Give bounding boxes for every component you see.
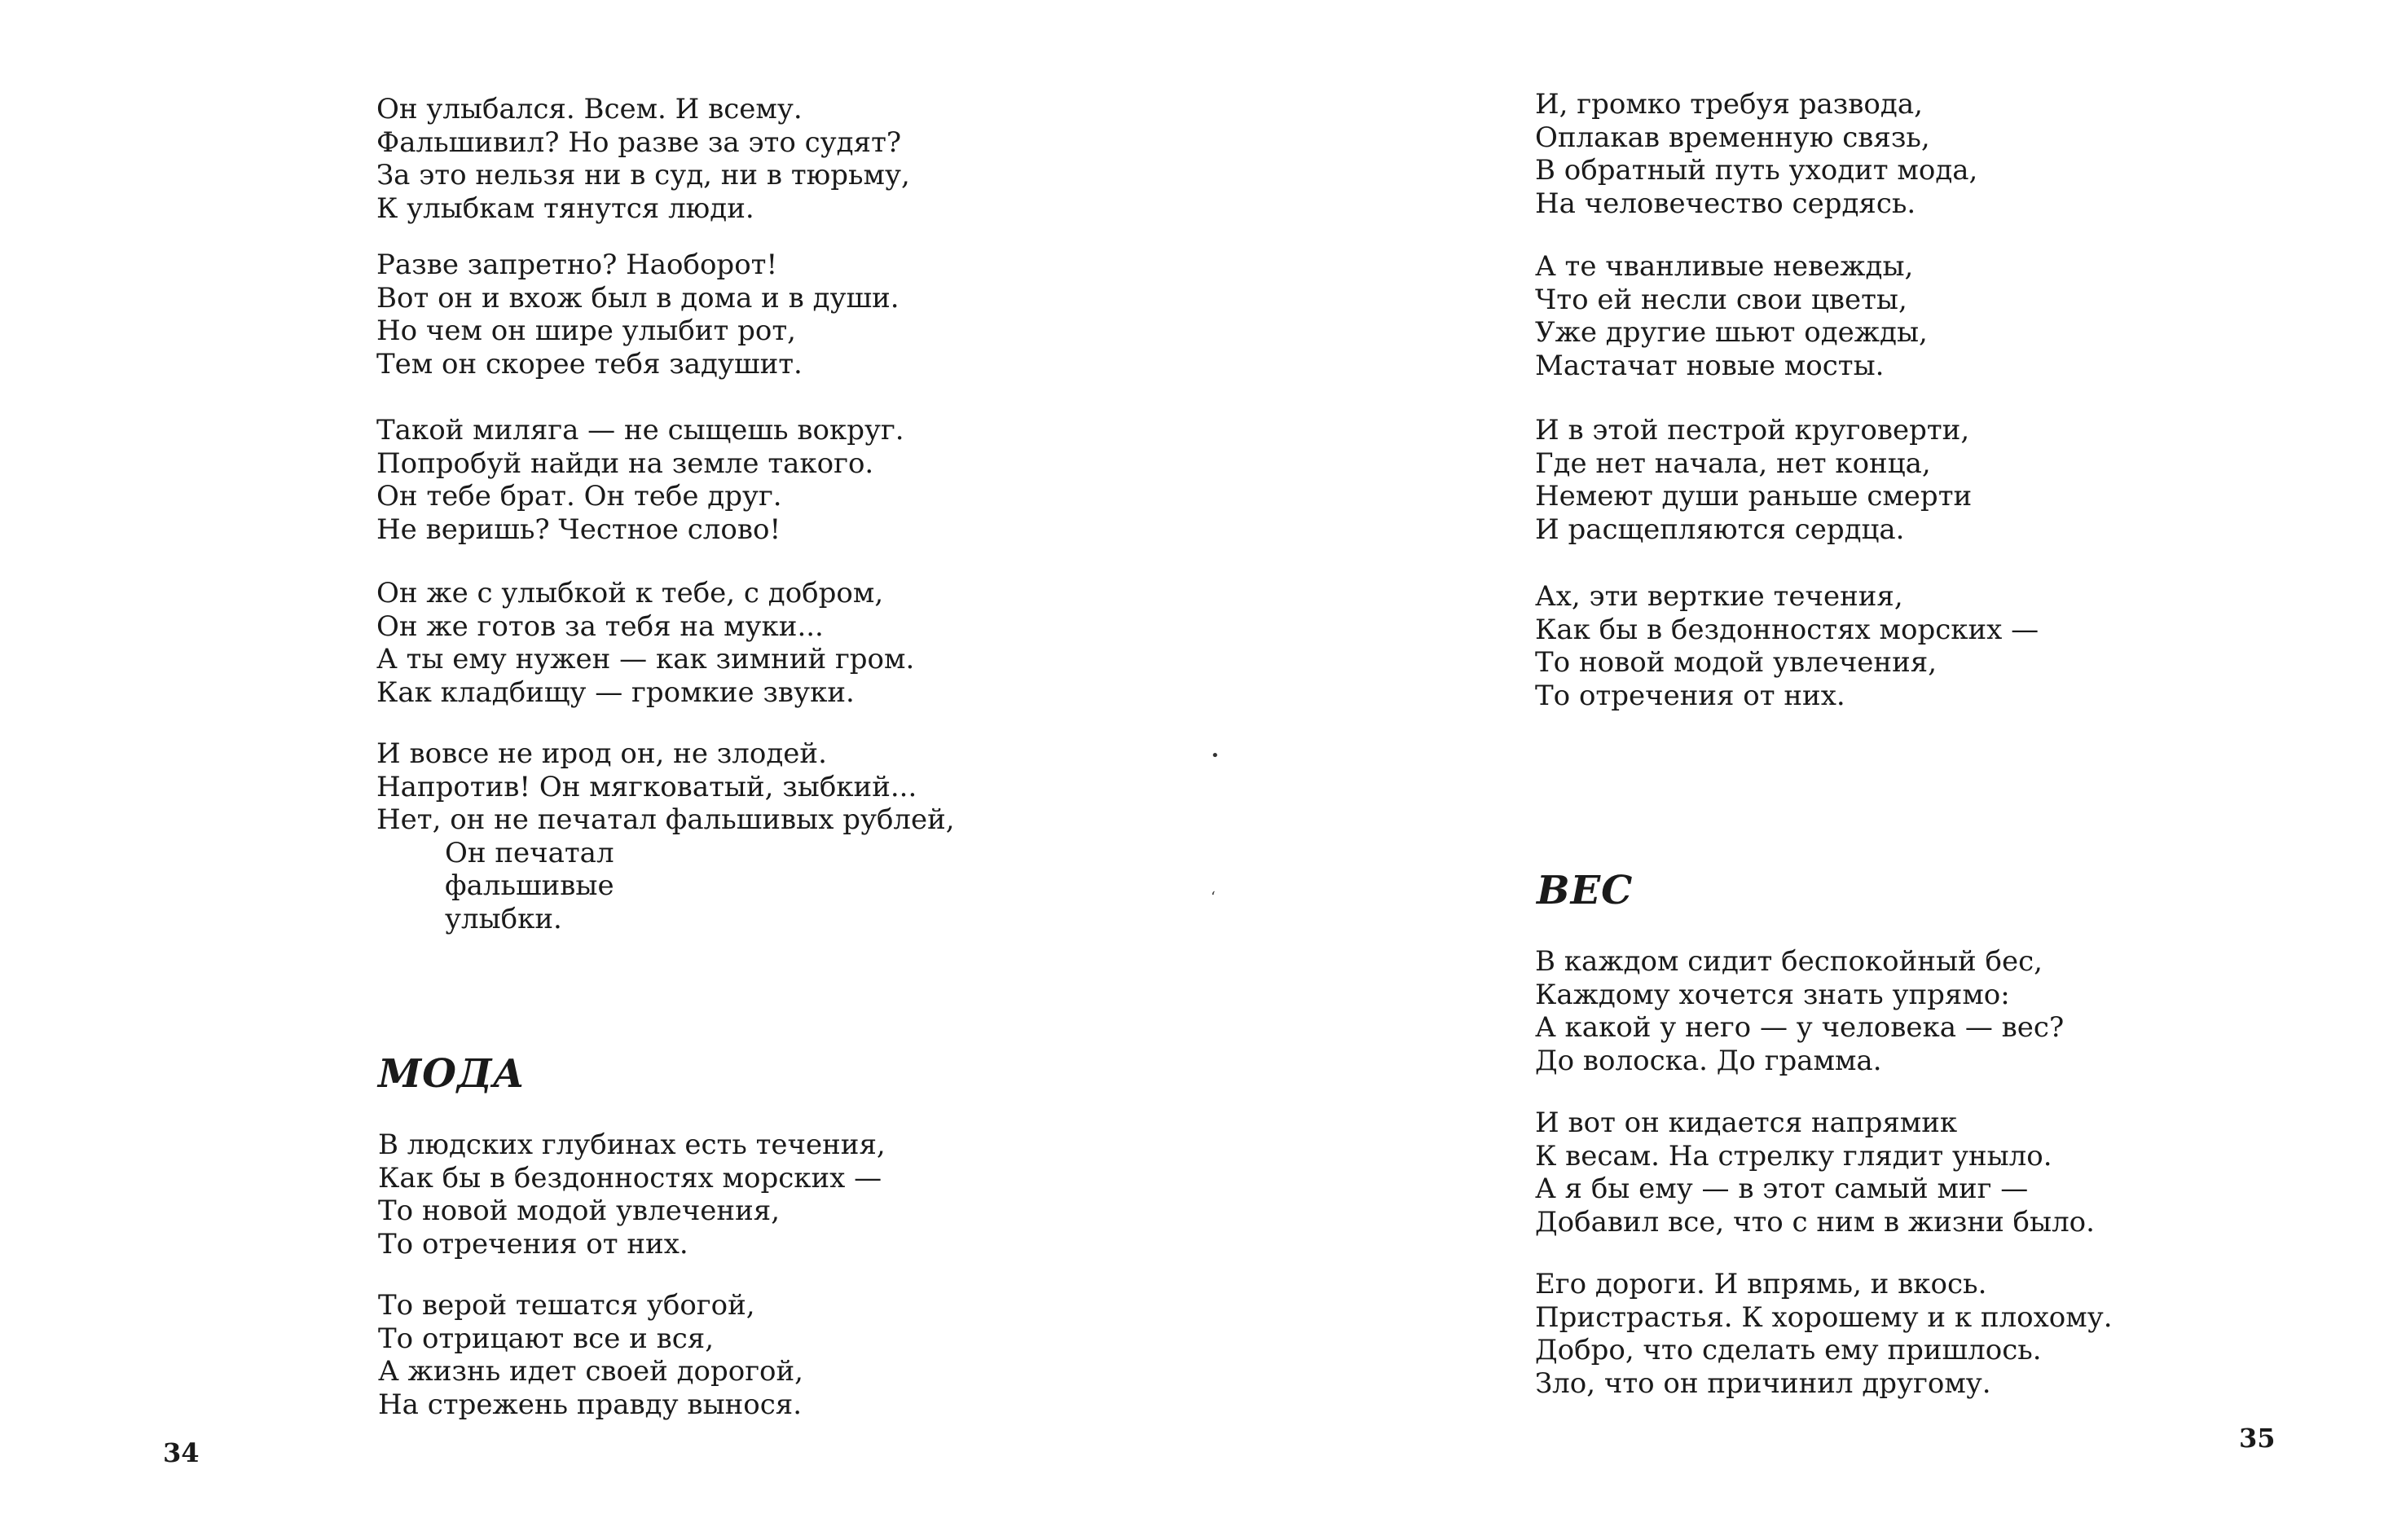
poem-line: Такой миляга — не сыщешь вокруг. (376, 414, 904, 447)
scan-mark: ‘ (1211, 889, 1216, 906)
poem-title-ves: ВЕС (1537, 868, 1634, 913)
poem-line: Разве запретно? Наоборот! (376, 249, 778, 281)
poem-line: Пристрастья. К хорошему и к плохому. (1535, 1300, 2113, 1334)
poem-stanza (1535, 1268, 2113, 1400)
poem-stanza (376, 93, 910, 225)
poem-stanza (1535, 88, 1977, 220)
poem-line: То новой модой увлечения, (1535, 646, 1937, 679)
poem-line: Немеют души раньше смерти (1535, 480, 1973, 513)
poem-stanza (376, 577, 914, 709)
poem-line: К улыбкам тянутся люди. (376, 191, 754, 225)
poem-line-indented: улыбки. (445, 902, 562, 935)
poem-line: И в этой пестрой круговерти, (1535, 414, 1970, 447)
poem-line: А жизнь идет своей дорогой, (378, 1355, 803, 1388)
poem-stanza (1535, 414, 1972, 546)
poem-line: Напротив! Он мягковатый, зыбкий... (376, 770, 917, 803)
poem-line-indented: фальшивые (445, 869, 614, 902)
poem-line: Тем он скорее тебя задушит. (376, 347, 803, 381)
poem-line: То отречения от них. (1535, 679, 1845, 712)
poem-line: Нет, он не печатал фальшивых рублей, (376, 803, 955, 836)
poem-line: За это нельзя ни в суд, ни в тюрьму, (376, 159, 910, 191)
poem-line: Как кладбищу — громкие звуки. (376, 675, 855, 709)
poem-stanza (1535, 580, 2039, 712)
poem-line: Добро, что сделать ему пришлось. (1535, 1334, 2042, 1366)
poem-line: Зло, что он причинил другому. (1535, 1366, 1991, 1400)
poem-line: Он улыбался. Всем. И всему. (376, 93, 803, 125)
poem-line: В каждом сидит беспокойный бес, (1535, 945, 2043, 978)
poem-line: А те чванливые невежды, (1535, 250, 1914, 283)
poem-line: Мастачат новые мосты. (1535, 349, 1885, 382)
poem-stanza (376, 414, 904, 546)
poem-line: А ты ему нужен — как зимний гром. (376, 643, 915, 675)
poem-line: На стрежень правду вынося. (378, 1388, 803, 1421)
poem-line: Добавил все, что с ним в жизни было. (1535, 1205, 2095, 1239)
poem-line: Каждому хочется знать упрямо: (1535, 978, 2010, 1011)
poem-line: Уже другие шьют одежды, (1535, 316, 1928, 349)
poem-stanza (376, 737, 955, 935)
poem-line: В людских глубинах есть течения, (378, 1129, 886, 1161)
poem-line: Вот он и вхож был в дома и в души. (376, 281, 900, 315)
poem-line: Но чем он шире улыбит рот, (376, 315, 796, 347)
poem-line: Он тебе брат. Он тебе друг. (376, 480, 782, 513)
poem-line: И вот он кидается напрямик (1535, 1107, 1958, 1139)
poem-line: То отрицают все и вся, (378, 1322, 715, 1355)
poem-line: Не веришь? Честное слово! (376, 513, 781, 546)
poem-line: То отречения от них. (378, 1227, 688, 1261)
poem-stanza (376, 249, 900, 381)
poem-line: Он же с улыбкой к тебе, с добром, (376, 577, 884, 609)
poem-line-indented: Он печатал (445, 836, 614, 869)
poem-line: Что ей несли свои цветы, (1535, 283, 1907, 316)
page-number: 35 (2239, 1423, 2276, 1454)
poem-line: Как бы в бездонностях морских — (1535, 613, 2039, 646)
poem-line: Как бы в бездонностях морских — (378, 1161, 882, 1195)
poem-line: Оплакав временную связь, (1535, 121, 1930, 154)
poem-stanza (378, 1129, 886, 1261)
poem-line: И, громко требуя развода, (1535, 88, 1923, 121)
poem-line: А я бы ему — в этот самый миг — (1535, 1173, 2029, 1205)
poem-line: То верой тешатся убогой, (378, 1289, 755, 1322)
scan-mark: • (1211, 747, 1220, 764)
poem-line: И вовсе не ирод он, не злодей. (376, 737, 827, 770)
poem-line: И расщепляются сердца. (1535, 513, 1905, 546)
poem-line: Его дороги. И впрямь, и вкось. (1535, 1268, 1987, 1300)
poem-line: То новой модой увлечения, (378, 1195, 780, 1227)
poem-line: До волоска. До грамма. (1535, 1044, 1882, 1077)
poem-title-moda: МОДА (378, 1051, 526, 1097)
poem-line: В обратный путь уходит мода, (1535, 154, 1978, 187)
poem-line: А какой у него — у человека — вес? (1535, 1011, 2065, 1044)
poem-line: К весам. На стрелку глядит уныло. (1535, 1139, 2052, 1173)
poem-stanza (378, 1289, 803, 1421)
poem-line: Фальшивил? Но разве за это судят? (376, 125, 902, 159)
poem-line: Где нет начала, нет конца, (1535, 447, 1931, 480)
poem-line: Он же готов за тебя на муки... (376, 609, 824, 643)
poem-line: На человечество сердясь. (1535, 187, 1916, 220)
poem-stanza (1535, 945, 2064, 1077)
page-number: 34 (163, 1437, 200, 1468)
poem-stanza (1535, 250, 1928, 382)
poem-line: Попробуй найди на земле такого. (376, 447, 874, 480)
poem-stanza (1535, 1107, 2095, 1239)
poem-line: Ах, эти верткие течения, (1535, 580, 1903, 613)
right-page (1203, 0, 2406, 1540)
